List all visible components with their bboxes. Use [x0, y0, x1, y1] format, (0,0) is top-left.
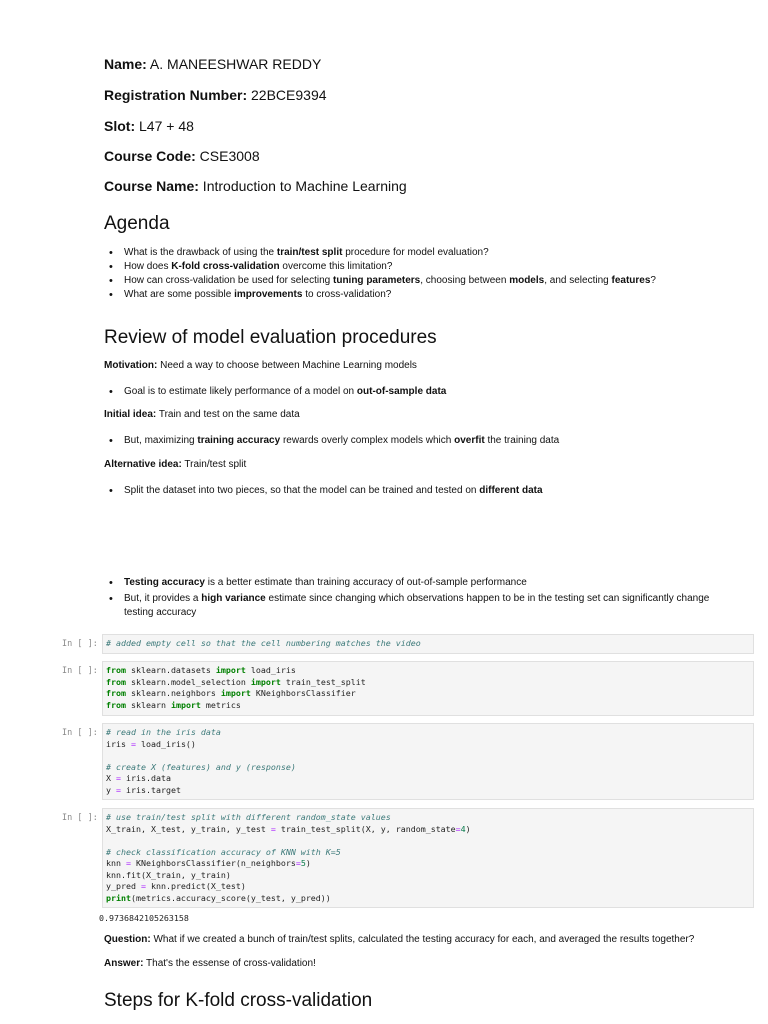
cell-prompt: In [ ]: [62, 813, 98, 823]
registration-number: Registration Number: 22BCE9394 [104, 87, 327, 103]
list-item: • But, maximizing training accuracy rewards overly complex models which overfit the training data [104, 434, 559, 448]
goal-list [104, 385, 446, 399]
review-heading: Review of model evaluation procedures [104, 327, 437, 348]
code-cell-1[interactable] [102, 634, 754, 654]
list-item: • What are some possible improvements to cross-validation? [104, 288, 656, 302]
agenda-list [104, 246, 656, 302]
split-list [104, 484, 543, 498]
agenda-heading: Agenda [104, 213, 170, 234]
cell-prompt: In [ ]: [62, 666, 98, 676]
initial-idea-text: Initial idea: Train and test on the same data [104, 409, 300, 420]
code-cell-2[interactable]: from sklearn.datasets import load_iris from sklearn.model_selection import train_test_split from sklearn.neighbors import KNeighborsClassifier from sklearn import metrics [102, 661, 754, 716]
list-item: • How can cross-validation be used for selecting tuning parameters, choosing between models, and selecting features? [104, 274, 656, 288]
alternative-idea-text: Alternative idea: Train/test split [104, 459, 247, 470]
course-code: Course Code: CSE3008 [104, 148, 260, 164]
list-item: • What is the drawback of using the train/test split procedure for model evaluation? [104, 246, 656, 260]
slot: Slot: L47 + 48 [104, 118, 194, 134]
list-item: • How does K-fold cross-validation overcome this limitation? [104, 260, 656, 274]
list-item: • But, it provides a high variance estimate since changing which observations happen to be in the testing set can significantly change testing accuracy [104, 592, 734, 620]
overfit-list [104, 434, 559, 448]
student-name: Name: A. MANEESHWAR REDDY [104, 56, 322, 72]
list-item: • Split the dataset into two pieces, so that the model can be trained and tested on different data [104, 484, 543, 498]
cell-output: 0.9736842105263158 [99, 913, 189, 923]
question-text: Question: What if we created a bunch of train/test splits, calculated the testing accuracy for each, and averaged the results together? [104, 934, 695, 945]
cell-prompt: In [ ]: [62, 639, 98, 649]
code-cell-4[interactable]: # use train/test split with different random_state values X_train, X_test, y_train, y_test = train_test_split(X, y, random_state=4) # check classification accuracy of KNN with K=5 knn = KNeighborsClassifier(n_neighbors=5) knn.fit(X_train, y_train) y_pred = knn.predict(X_test) print(metrics.accuracy_score(y_test, y_pred)) [102, 808, 754, 908]
course-name: Course Name: Introduction to Machine Learning [104, 178, 407, 194]
answer-text: Answer: That's the essense of cross-validation! [104, 958, 316, 969]
list-item: • Goal is to estimate likely performance of a model on out-of-sample data [104, 385, 446, 399]
code-comment: # added empty cell so that the cell numbering matches the video [106, 638, 421, 648]
cell-prompt: In [ ]: [62, 728, 98, 738]
motivation-text: Motivation: Need a way to choose between Machine Learning models [104, 360, 417, 371]
code-cell-3[interactable]: # read in the iris data iris = load_iris() # create X (features) and y (response) X = iris.data y = iris.target [102, 723, 754, 800]
steps-heading: Steps for K-fold cross-validation [104, 990, 373, 1011]
accuracy-list [104, 576, 734, 620]
list-item: • Testing accuracy is a better estimate than training accuracy of out-of-sample performance [104, 576, 734, 590]
